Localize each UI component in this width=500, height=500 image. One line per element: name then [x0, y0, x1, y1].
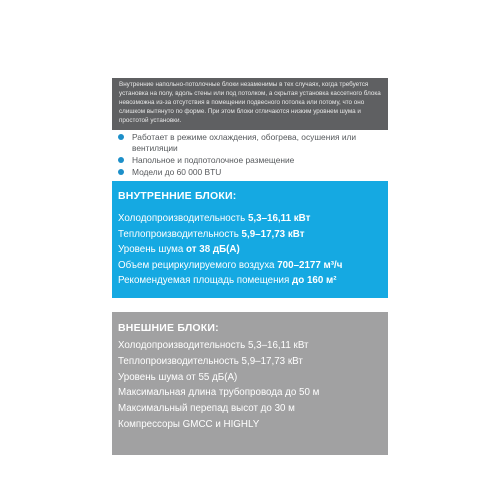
- spec-label: Уровень шума: [118, 244, 187, 256]
- spec-row: Холодопроизводительность 5,3–16,11 кВт: [118, 340, 309, 351]
- spec-value: до 160 м²: [292, 275, 337, 287]
- outdoor-spec-list: [118, 338, 384, 433]
- spec-row: [118, 258, 384, 274]
- spec-row: Компрессоры GMCC и HIGHLY: [118, 418, 260, 430]
- spec-value: 5,9–17,73 кВт: [241, 228, 305, 240]
- bullet-dot-icon: [118, 157, 124, 163]
- spec-row: [118, 211, 384, 227]
- feature-item: [118, 132, 394, 153]
- spec-row: Максимальный перепад высот до 30 м: [118, 403, 295, 415]
- spec-value: 5,3–16,11 кВт: [247, 213, 311, 224]
- spec-row: [118, 227, 384, 243]
- spec-label: Теплопроизводительность: [118, 228, 242, 240]
- feature-text: Модели до 60 000 BTU: [132, 166, 222, 177]
- spec-label: Рекомендуемая площадь помещения: [118, 275, 293, 287]
- feature-item: [118, 155, 394, 166]
- outdoor-units-title: ВНЕШНИЕ БЛОКИ:: [118, 322, 219, 334]
- indoor-spec-list: [118, 211, 384, 289]
- feature-item: [118, 167, 394, 178]
- indoor-units-title: ВНУТРЕННИЕ БЛОКИ:: [118, 190, 237, 202]
- spec-value: от 38 дБ(А): [186, 244, 240, 256]
- spec-row: Теплопроизводительность 5,9–17,73 кВт: [118, 355, 303, 367]
- feature-text: Работает в режиме охлаждения, обогрева, осушения или вентиляции: [132, 132, 357, 153]
- intro-text: Внутренние напольно-потолочные блоки незаменимы в тех случаях, когда требуется установка на полу, вдоль стены или под потолком, а скрытая установка кассетного блока невозможна из-за отсутствия в помещении подвесного потолка или потому, что оно слишком вытянуто по форме. При этом блоки отличаются низким уровнем шума и простотой установки.: [119, 81, 381, 124]
- bullet-dot-icon: [118, 134, 124, 140]
- feature-text: Напольное и подпотолочное размещение: [132, 154, 295, 165]
- feature-list: [118, 132, 394, 179]
- outdoor-units-panel: [112, 312, 388, 455]
- spec-label: Холодопроизводительность: [118, 213, 248, 224]
- spec-row: [118, 273, 384, 289]
- spec-row: Максимальная длина трубопровода до 50 м: [118, 387, 320, 399]
- spec-row: Уровень шума от 55 дБ(А): [118, 371, 238, 383]
- spec-value: 700–2177 м³/ч: [277, 259, 343, 271]
- indoor-units-panel: [112, 181, 388, 298]
- spec-label: Объем рециркулируемого воздуха: [118, 259, 278, 271]
- bullet-dot-icon: [118, 169, 124, 175]
- spec-row: [118, 242, 384, 258]
